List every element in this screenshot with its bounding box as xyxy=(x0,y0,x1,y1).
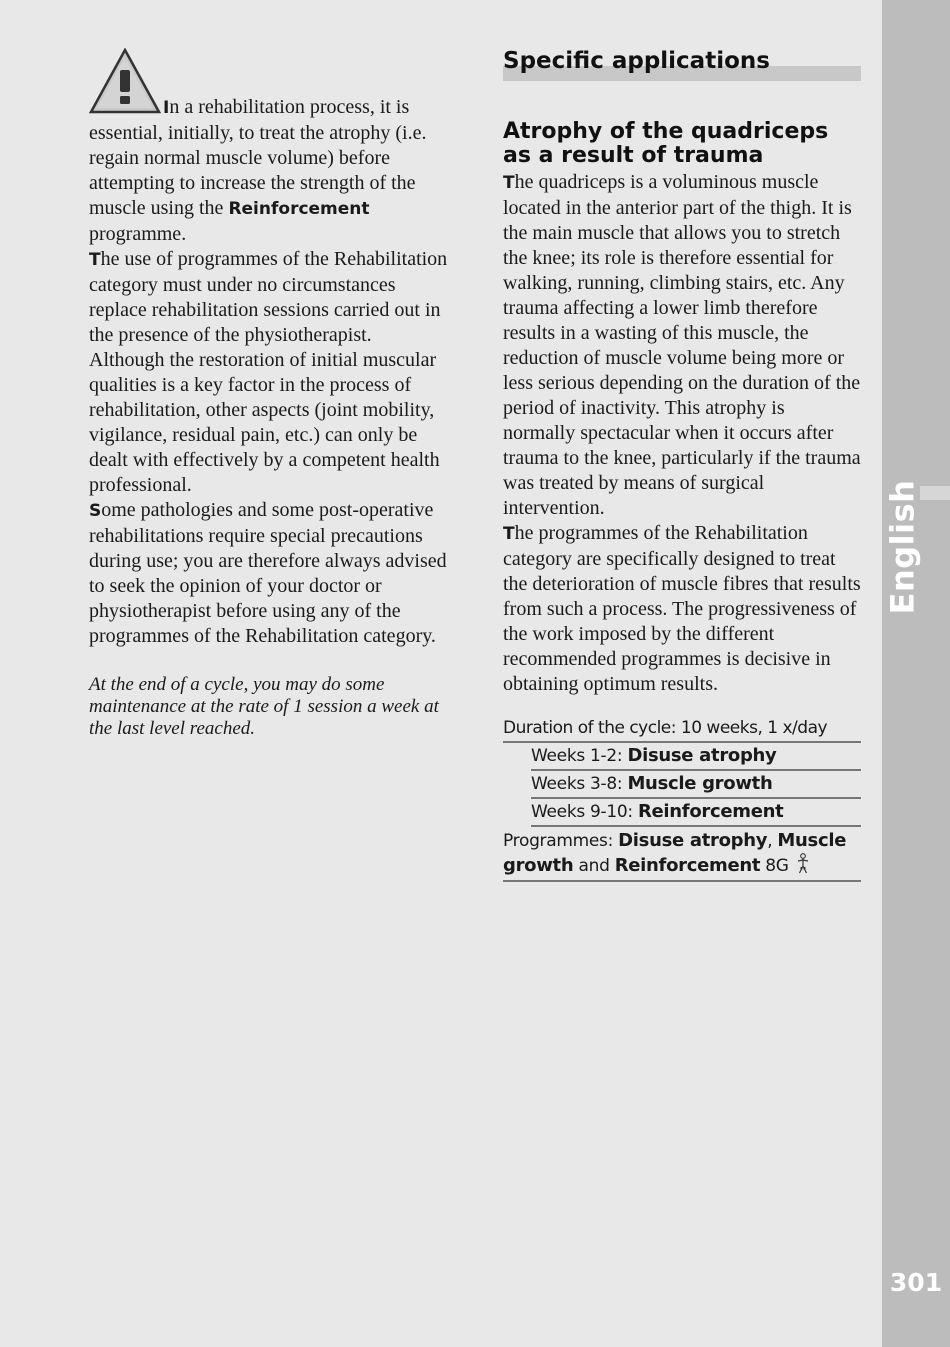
dropcap: T xyxy=(503,173,515,193)
dropcap: T xyxy=(89,250,101,270)
week-row xyxy=(531,799,861,827)
program-name: Reinforcement xyxy=(228,199,370,219)
left-column xyxy=(89,48,449,740)
cycle-table xyxy=(503,715,861,882)
body-figure-icon xyxy=(794,853,812,875)
cycle-duration: Duration of the cycle: 10 weeks, 1 x/day xyxy=(503,715,861,743)
week-label: Weeks 3-8: xyxy=(531,774,628,794)
paragraph-text: programme. xyxy=(89,223,187,245)
separator: , xyxy=(767,831,778,851)
dropcap: I xyxy=(163,98,170,118)
week-label: Weeks 9-10: xyxy=(531,802,638,822)
application-title: Atrophy of the quadriceps as a result of trauma xyxy=(503,119,829,168)
page-number: 301 xyxy=(889,1268,943,1297)
program-name: Muscle growth xyxy=(503,830,847,876)
quadriceps-paragraph xyxy=(503,170,861,521)
program-name: Disuse atrophy xyxy=(627,745,777,766)
paragraph-text: n a rehabilitation process, it is essential, initially, to treat the atrophy (i.e. regain normal muscle volume) before attempting to increase the strength of the muscle using the xyxy=(89,96,427,219)
programmes-label: Programmes: xyxy=(503,831,619,851)
right-column xyxy=(503,48,861,882)
section-title: Specific applications xyxy=(503,48,770,74)
electrode-config: 8G xyxy=(760,856,789,876)
dropcap: S xyxy=(89,501,102,521)
programmes-row xyxy=(503,827,861,882)
language-text: English xyxy=(883,479,921,615)
week-label: Weeks 1-2: xyxy=(531,746,628,766)
warning-icon xyxy=(89,48,161,114)
sidebar-strip xyxy=(920,486,950,500)
program-name: Reinforcement xyxy=(637,801,784,822)
paragraph-text: he quadriceps is a voluminous muscle located in the anterior part of the thigh. It is the main muscle that allows you to stretch the knee; its role is therefore essential for walking, running, climbing stairs, etc. Any trauma affecting a lower limb therefore results in a wasting of this muscle, the reduction of muscle volume being more or less serious depending on the duration of the period of inactivity. This atrophy is normally spectacular when it occurs after trauma to the knee, particularly if the trauma was treated by means of surgical intervention. xyxy=(503,171,861,519)
programmes-paragraph xyxy=(503,521,861,697)
dropcap: T xyxy=(503,524,515,544)
week-row xyxy=(531,771,861,799)
sidebar xyxy=(882,0,950,1347)
paragraph-text: he use of programmes of the Rehabilitation category must under no circumstances replace rehabilitation sessions carried out in the presence of the physiotherapist. Although the restoration of initial muscular qualities is a key factor in the process of rehabilitation, other aspects (joint mobility, vigilance, residual pain, etc.) can only be dealt with effectively by a competent health professional. xyxy=(89,248,448,496)
maintenance-note: At the end of a cycle, you may do some maintenance at the rate of 1 session a week at the last level reached. xyxy=(89,674,439,739)
separator: and xyxy=(573,856,615,876)
language-label xyxy=(882,479,922,615)
precautions-paragraph xyxy=(89,498,449,649)
paragraph-text: ome pathologies and some post-operative rehabilitations require special precautions during use; you are therefore always advised to seek the opinion of your doctor or physiotherapist before using any of the programmes of the Rehabilitation category. xyxy=(89,499,447,647)
paragraph-text: he programmes of the Rehabilitation category are specifically designed to treat the deterioration of muscle fibres that results from such a process. The progressiveness of the work imposed by the different recommended programmes is decisive in obtaining optimum results. xyxy=(503,522,861,695)
program-name: Disuse atrophy xyxy=(618,830,768,851)
physio-paragraph xyxy=(89,247,449,498)
program-name: Reinforcement xyxy=(614,855,761,876)
week-row xyxy=(531,743,861,771)
program-name: Muscle growth xyxy=(627,773,773,794)
section-header xyxy=(503,48,861,82)
